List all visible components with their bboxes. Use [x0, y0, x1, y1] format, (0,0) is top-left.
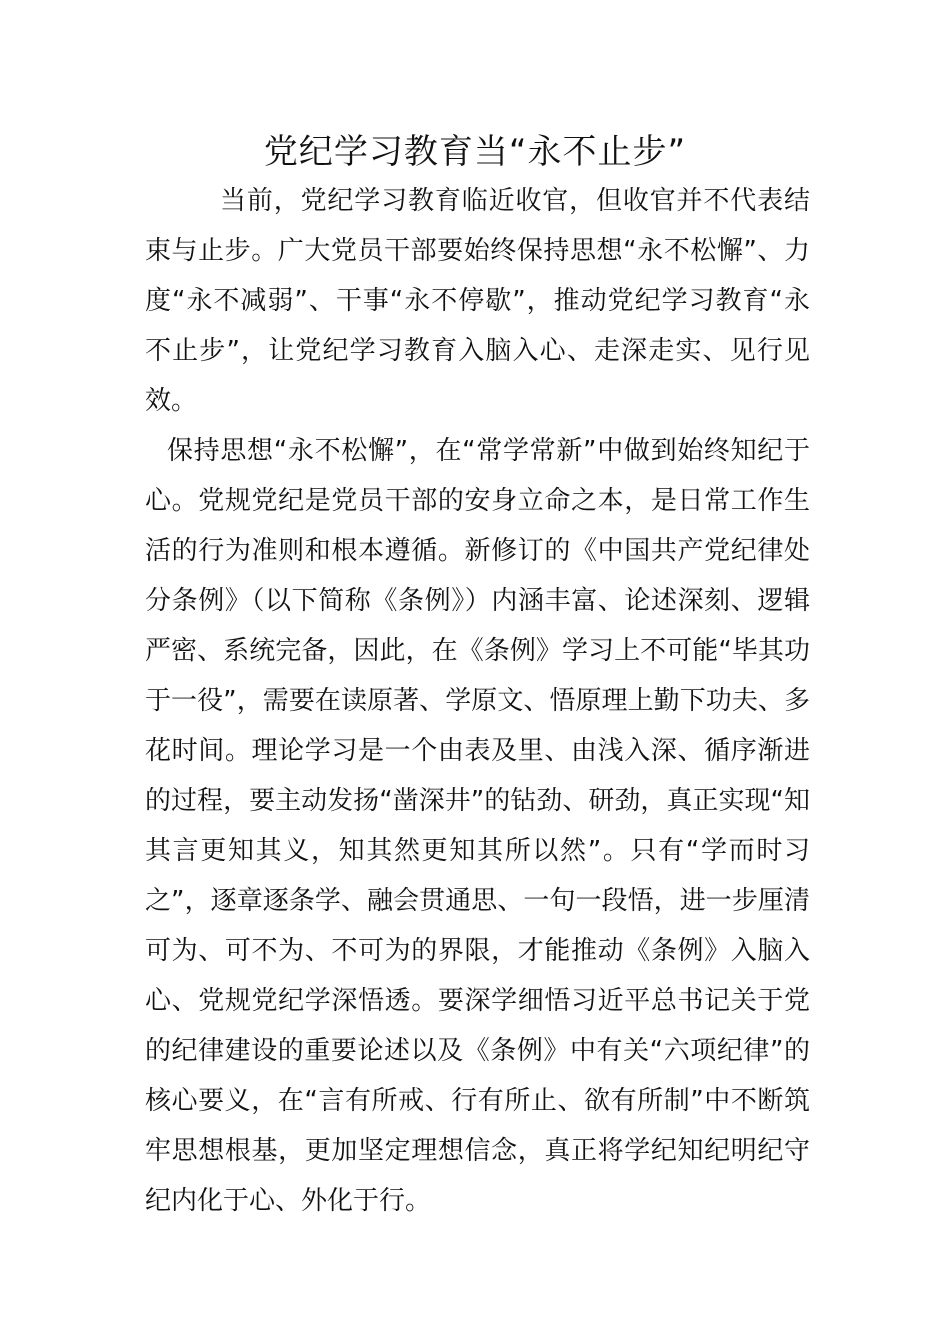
document-title: 党纪学习教育当“永不止步” [263, 132, 687, 172]
paragraph-section-1: 保持思想“永不松懈”，在“常学常新”中做到始终知纪于心。党规党纪是党员干部的安身立命之本，是日常工作生活的行为准则和根本遵循。新修订的《中国共产党纪律处分条例》（以下简称《条例》）内涵丰富、论述深刻、逻辑严密、系统完备，因此，在《条例》学习上不可能“毕其功于一役”，需要在读原著、学原文、悟原理上勤下功夫、多花时间。理论学习是一个由表及里、由浅入深、循序渐进的过程，要主动发扬“凿深井”的钻劲、研劲，真正实现“知其言更知其义，知其然更知其所以然”。只有“学而时习之”，逐章逐条学、融会贯通思、一句一段悟，进一步厘清可为、可不为、不可为的界限，才能推动《条例》入脑入心、党规党纪学深悟透。要深学细悟习近平总书记关于党的纪律建设的重要论述以及《条例》中有关“六项纪律”的核心要义，在“言有所戒、行有所止、欲有所制”中不断筑牢思想根基，更加坚定理想信念，真正将学纪知纪明纪守纪内化于心、外化于行。 [145, 436, 810, 1216]
paragraph-intro: 当前，党纪学习教育临近收官，但收官并不代表结束与止步。广大党员干部要始终保持思想“永不松懈”、力度“永不减弱”、干事“永不停歇”，推动党纪学习教育“永不止步”，让党纪学习教育入脑入心、走深走实、见行见效。 [145, 186, 810, 416]
document-body [145, 176, 810, 1226]
